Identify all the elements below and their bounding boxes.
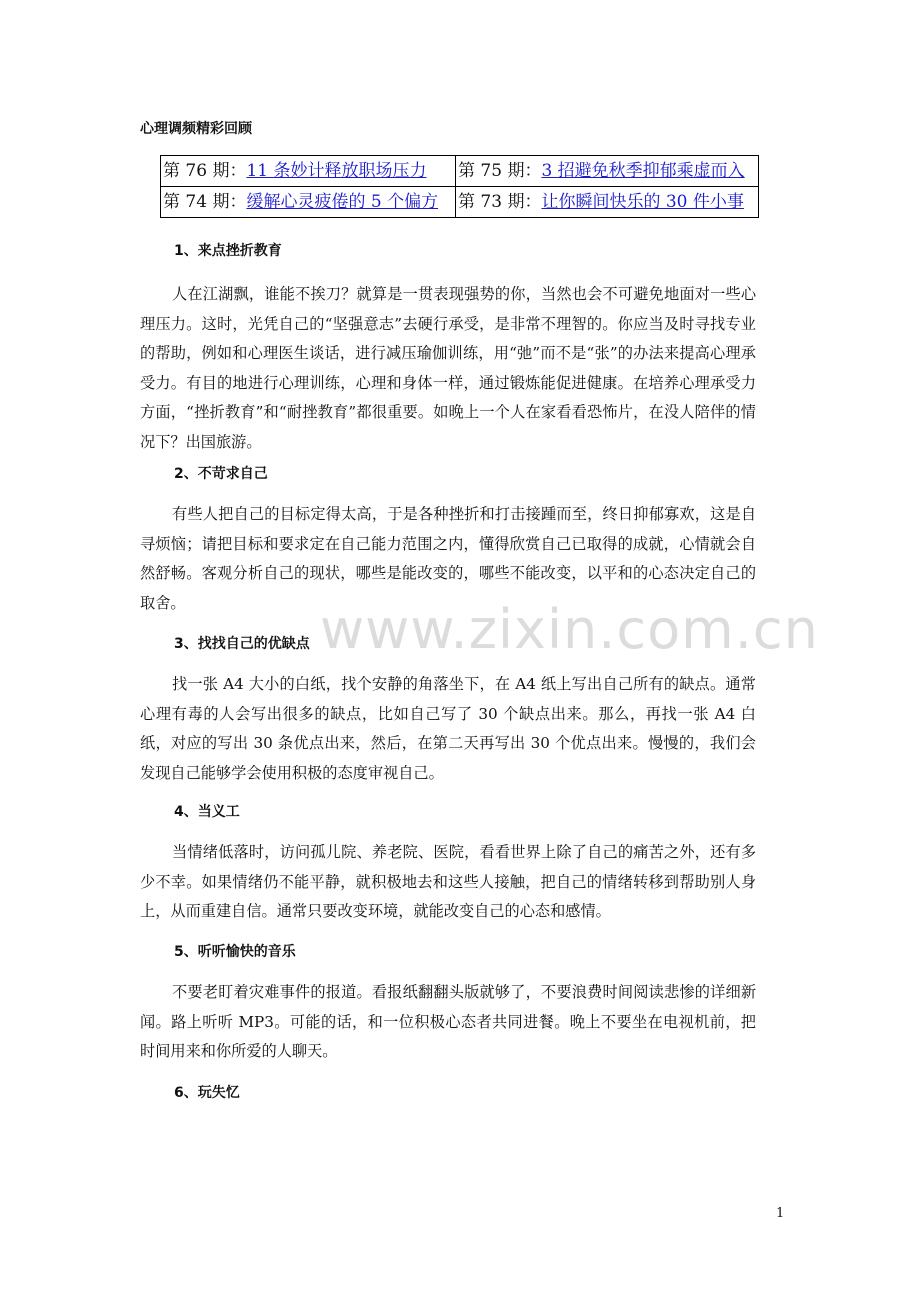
section-heading: 2、不苛求自己	[174, 466, 268, 482]
section-heading: 4、当义工	[174, 804, 240, 820]
review-table	[160, 155, 759, 218]
table-row	[161, 187, 759, 218]
section-heading: 6、玩失忆	[174, 1085, 240, 1101]
section-heading: 3、找找自己的优缺点	[174, 636, 310, 652]
section-paragraph: 当情绪低落时，访问孤儿院、养老院、医院，看看世界上除了自己的痛苦之外，还有多少不幸。如果情绪仍不能平静，就积极地去和这些人接触，把自己的情绪转移到帮助别人身上，从而重建自信。通常只要改变环境，就能改变自己的心态和感情。	[140, 843, 756, 921]
issue-number: 第 76 期：	[163, 161, 247, 181]
review-heading: 心理调频精彩回顾	[140, 121, 252, 137]
page-number: 1	[776, 1206, 785, 1221]
section-paragraph: 有些人把自己的目标定得太高，于是各种挫折和打击接踵而至，终日抑郁寡欢，这是自寻烦恼；请把目标和要求定在自己能力范围之内，懂得欣赏自己已取得的成就，心情就会自然舒畅。客观分析自己的现状，哪些是能改变的，哪些不能改变，以平和的心态决定自己的取舍。	[140, 505, 756, 612]
section-heading: 5、听听愉快的音乐	[174, 944, 296, 960]
section-paragraph: 找一张 A4 大小的白纸，找个安静的角落坐下，在 A4 纸上写出自己所有的缺点。通常心理有毒的人会写出很多的缺点，比如自己写了 30 个缺点出来。那么，再找一张 A4 白纸，对应的写出 30 条优点出来，然后，在第二天再写出 30 个优点出来。慢慢的，我们会发现自己能够学会使用积极的态度审视自己。	[140, 675, 756, 782]
issue-number: 第 73 期：	[458, 192, 542, 212]
section-heading: 1、来点挫折教育	[174, 243, 282, 259]
issue-number: 第 75 期：	[458, 161, 542, 181]
issue-link[interactable]: 3 招避免秋季抑郁乘虚而入	[541, 161, 745, 181]
issue-link[interactable]: 让你瞬间快乐的 30 件小事	[541, 192, 744, 212]
table-cell	[456, 156, 759, 187]
table-row	[161, 156, 759, 187]
table-cell	[456, 187, 759, 218]
table-cell	[161, 156, 456, 187]
issue-number: 第 74 期：	[163, 192, 247, 212]
section-paragraph: 人在江湖飘，谁能不挨刀？就算是一贯表现强势的你，当然也会不可避免地面对一些心理压力。这时，光凭自己的“坚强意志”去硬行承受，是非常不理智的。你应当及时寻找专业的帮助，例如和心理医生谈话，进行减压瑜伽训练，用“弛”而不是“张”的办法来提高心理承受力。有目的地进行心理训练，心理和身体一样，通过锻炼能促进健康。在培养心理承受力方面，“挫折教育”和“耐挫教育”都很重要。如晚上一个人在家看看恐怖片，在没人陪伴的情况下？出国旅游。	[140, 285, 756, 451]
issue-link[interactable]: 缓解心灵疲倦的 5 个偏方	[246, 192, 439, 212]
section-paragraph: 不要老盯着灾难事件的报道。看报纸翻翻头版就够了，不要浪费时间阅读悲惨的详细新闻。路上听听 MP3。可能的话，和一位积极心态者共同进餐。晚上不要坐在电视机前，把时间用来和你所爱的人聊天。	[140, 983, 756, 1061]
issue-link[interactable]: 11 条妙计释放职场压力	[246, 161, 427, 181]
watermark: www.zixin.com.cn	[320, 598, 819, 661]
table-cell	[161, 187, 456, 218]
